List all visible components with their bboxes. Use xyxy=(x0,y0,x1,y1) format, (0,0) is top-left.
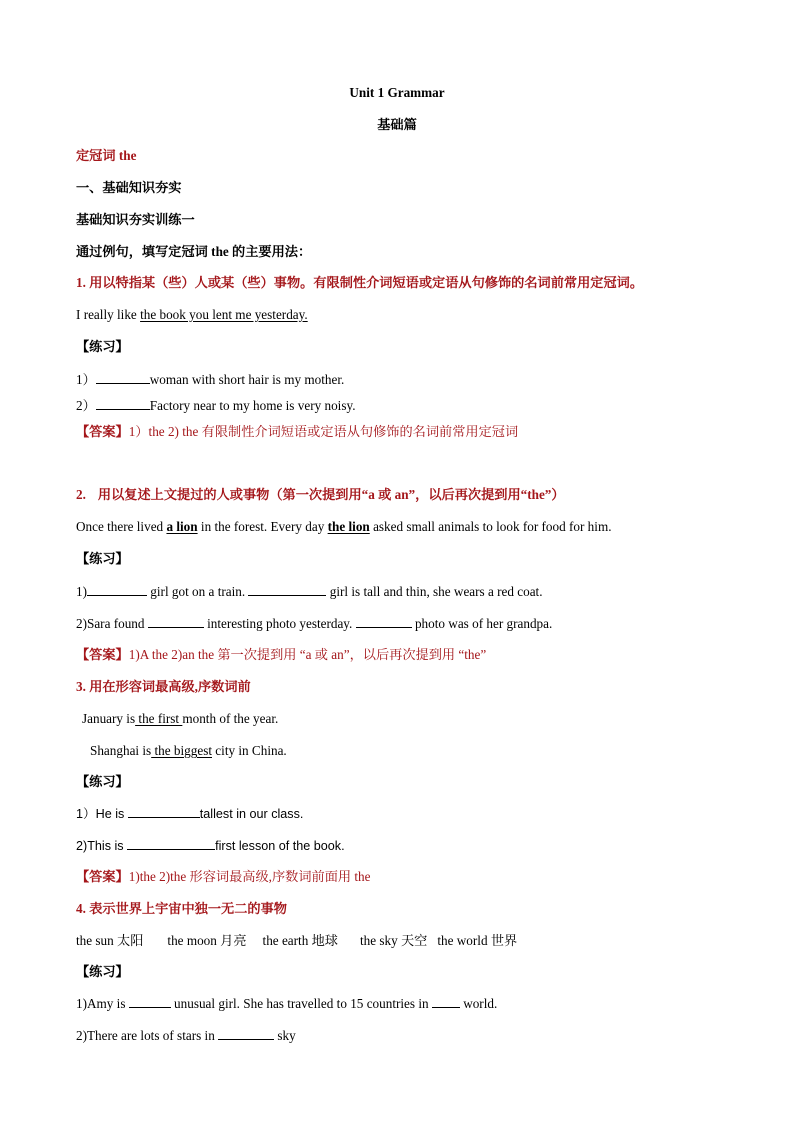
rule1-example-underlined: the book you lent me yesterday. xyxy=(140,307,308,322)
example-sky: the sky 天空 xyxy=(359,933,428,948)
answer-blank[interactable] xyxy=(96,398,150,410)
rule2-answer: 【答案】1)A the 2)an the 第一次提到用 “a 或 an”，以后再次提到用 “the” xyxy=(76,647,487,662)
answer-blank[interactable] xyxy=(356,616,412,628)
rule2-heading: 2. 用以复述上文提过的人或事物（第一次提到用“a 或 an”，以后再次提到用“the”） xyxy=(76,487,565,502)
answer-blank[interactable] xyxy=(127,838,215,850)
answer-blank[interactable] xyxy=(248,584,326,596)
rule3-heading: 3. 用在形容词最高级,序数词前 xyxy=(76,679,251,694)
intro-text: 通过例句，填写定冠词 the 的主要用法： xyxy=(76,244,312,259)
topic-heading: 定冠词 the xyxy=(76,148,137,163)
example-earth: the earth 地球 xyxy=(262,933,338,948)
rule1-question-1: 1） woman with short hair is my mother. xyxy=(76,372,345,387)
rule2-question-1: 1) girl got on a train. girl is tall and thin, she wears a red coat. xyxy=(76,584,543,599)
practice-label: 【练习】 xyxy=(76,774,129,789)
rule1-answer: 【答案】1）the 2) the 有限制性介词短语或定语从句修饰的名词前常用定冠词 xyxy=(76,424,519,439)
rule4-heading: 4. 表示世界上宇宙中独一无二的事物 xyxy=(76,901,287,916)
practice-label: 【练习】 xyxy=(76,964,129,979)
rule4-question-2: 2)There are lots of stars in sky xyxy=(76,1028,296,1043)
rule1-question-2: 2） Factory near to my home is very noisy. xyxy=(76,398,356,413)
answer-blank[interactable] xyxy=(218,1028,274,1040)
rule2-question-2: 2)Sara found interesting photo yesterday. photo was of her grandpa. xyxy=(76,616,553,631)
rule3-question-2: 2)This is first lesson of the book. xyxy=(76,839,345,853)
rule3-answer: 【答案】1)the 2)the 形容词最高级,序数词前面用 the xyxy=(76,869,371,884)
section-subheading: 基础知识夯实训练一 xyxy=(76,212,195,227)
answer-blank[interactable] xyxy=(148,616,204,628)
page-subtitle: 基础篇 xyxy=(377,117,417,132)
answer-blank[interactable] xyxy=(87,584,147,596)
rule3-example-2: Shanghai is the biggest city in China. xyxy=(90,743,287,758)
rule4-question-1: 1)Amy is unusual girl. She has travelled to 15 countries in world. xyxy=(76,996,498,1011)
example-moon: the moon 月亮 xyxy=(167,933,247,948)
practice-label: 【练习】 xyxy=(76,551,129,566)
example-sun: the sun 太阳 xyxy=(76,933,144,948)
rule1-heading: 1. 用以特指某（些）人或某（些）事物。有限制性介词短语或定语从句修饰的名词前常用定冠词。 xyxy=(76,275,644,290)
answer-blank[interactable] xyxy=(96,372,150,384)
rule2-example: Once there lived a lion in the forest. Every day the lion asked small animals to look for food for him. xyxy=(76,519,612,534)
answer-blank[interactable] xyxy=(432,996,460,1008)
answer-blank[interactable] xyxy=(129,996,171,1008)
section-heading: 一、基础知识夯实 xyxy=(76,180,182,195)
practice-label: 【练习】 xyxy=(76,339,129,354)
example-world: the world 世界 xyxy=(437,933,518,948)
rule1-example: I really like the book you lent me yesterday. xyxy=(76,307,308,322)
page-title: Unit 1 Grammar xyxy=(349,85,445,100)
rule4-examples xyxy=(76,932,517,950)
answer-blank[interactable] xyxy=(128,806,200,818)
rule3-question-1: 1）He is tallest in our class. xyxy=(76,807,304,821)
rule3-example-1: January is the first month of the year. xyxy=(82,711,279,726)
